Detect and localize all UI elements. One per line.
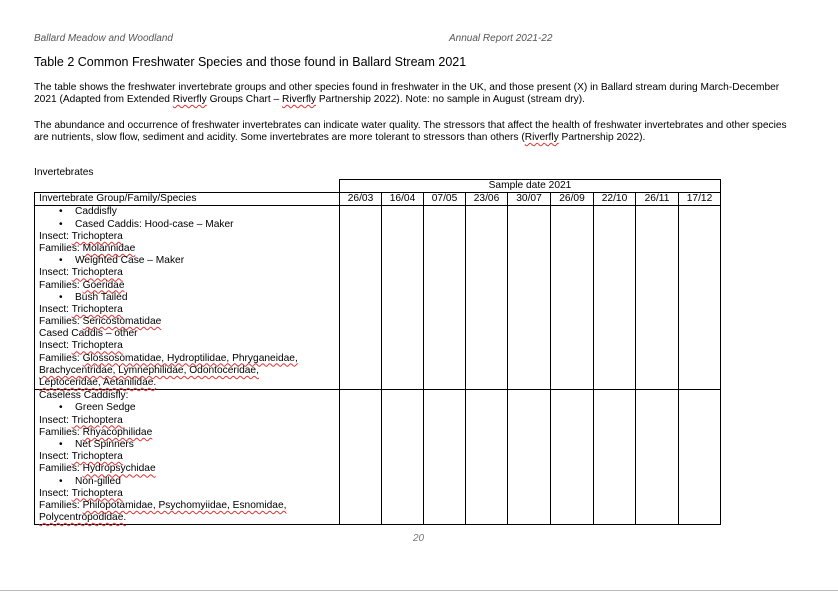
date-header: 17/12 <box>679 193 721 206</box>
group-cell-caseless-caddis <box>35 390 340 525</box>
stressors-text-2: Partnership 2022). <box>558 132 646 143</box>
spellcheck-word: Riverfly <box>172 94 207 105</box>
species-line: • Non-gilled <box>39 476 339 488</box>
group-column-header: Invertebrate Group/Family/Species <box>35 193 340 206</box>
sample-cell <box>636 390 679 525</box>
table-row-cased-caddis <box>35 206 721 390</box>
species-line: Insect: Trichoptera <box>39 267 123 279</box>
spellcheck-word: Molannidae <box>82 242 136 254</box>
spellcheck-word: Philopotamidae, Psychomyiidae, Esnomidae, <box>82 499 287 511</box>
spellcheck-word: Trichoptera <box>71 487 123 499</box>
stressors-paragraph <box>34 120 799 144</box>
header-left: Ballard Meadow and Woodland <box>34 33 173 44</box>
sample-cell <box>679 390 721 525</box>
species-line: Insect: Trichoptera <box>39 451 123 463</box>
sample-cell <box>594 206 636 390</box>
table-title: Table 2 Common Freshwater Species and those found in Ballard Stream 2021 <box>34 55 467 69</box>
section-label: Invertebrates <box>34 167 94 178</box>
species-line: Families: Hydropsychidae <box>39 463 156 475</box>
date-header: 07/05 <box>424 193 466 206</box>
species-line: • Weighted Case – Maker <box>39 255 339 267</box>
sample-cell <box>340 390 382 525</box>
table-row-caseless-caddis <box>35 390 721 525</box>
species-line: • Caddisfly <box>39 206 339 218</box>
species-line: Insect: Trichoptera <box>39 414 123 426</box>
spellcheck-word: Trichoptera <box>71 267 123 279</box>
sample-cell <box>424 390 466 525</box>
species-line: Cased Caddis – other <box>39 328 138 340</box>
species-line: Families: Molannidae <box>39 242 136 254</box>
header-right: Annual Report 2021-22 <box>449 33 553 44</box>
intro-paragraph <box>34 82 799 106</box>
spellcheck-word: Hydropsychidae <box>82 463 156 475</box>
spellcheck-word: Polycentropodidae. <box>39 512 127 524</box>
sample-cell <box>594 390 636 525</box>
spellcheck-word: Brachycentridae, Lymnephilidae, Odontoceridae, <box>39 364 259 376</box>
species-line: Insect: Trichoptera <box>39 230 123 242</box>
date-header: 26/11 <box>636 193 679 206</box>
species-line <box>39 365 339 377</box>
species-line: • Bush Tailed <box>39 292 339 304</box>
species-line: Families: Glossosomatidae, Hydroptilidae, Phryganeidae, <box>39 352 298 364</box>
species-line: • Green Sedge <box>39 402 339 414</box>
spellcheck-word: Riverfly <box>282 94 317 105</box>
sample-cell <box>466 390 508 525</box>
sample-cell <box>466 206 508 390</box>
sample-cell <box>508 206 551 390</box>
species-line: Caseless Caddisfly: <box>39 390 129 402</box>
intro-text-2: Groups Chart – <box>206 94 283 105</box>
sample-cell <box>551 206 594 390</box>
spellcheck-word: Sericostomatidae <box>82 316 162 328</box>
species-line: Insect: Trichoptera <box>39 340 123 352</box>
sample-cell <box>551 390 594 525</box>
date-header: 23/06 <box>466 193 508 206</box>
table-header-row-2 <box>35 193 721 206</box>
spellcheck-word: Glossosomatidae, Hydroptilidae, Phryganeidae, <box>82 352 298 364</box>
species-line <box>39 377 339 389</box>
intro-text-3: Partnership 2022). Note: no sample in August (stream dry). <box>316 94 585 105</box>
spellcheck-word: Goeridae <box>82 279 125 291</box>
spellcheck-word: Trichoptera <box>71 230 123 242</box>
sample-cell <box>340 206 382 390</box>
sample-cell <box>508 390 551 525</box>
sample-cell <box>382 206 424 390</box>
table-header-row-1 <box>35 180 721 193</box>
group-cell-cased-caddis <box>35 206 340 390</box>
sample-date-header: Sample date 2021 <box>340 180 721 193</box>
spellcheck-word: Trichoptera <box>71 414 123 426</box>
page-number: 20 <box>413 533 425 544</box>
blank-corner-cell <box>35 180 340 193</box>
species-line: Families: Philopotamidae, Psychomyiidae, Esnomidae, <box>39 499 287 511</box>
species-line: Insect: Trichoptera <box>39 303 123 315</box>
spellcheck-word: Trichoptera <box>71 303 123 315</box>
species-line: • Cased Caddis: Hood-case – Maker <box>39 219 339 231</box>
date-header: 26/09 <box>551 193 594 206</box>
species-line: Families: Goeridae <box>39 279 125 291</box>
spellcheck-word: Trichoptera <box>71 340 123 352</box>
date-header: 16/04 <box>382 193 424 206</box>
date-header: 30/07 <box>508 193 551 206</box>
page-bottom-edge <box>0 590 838 591</box>
spellcheck-word: Rhyacophilidae <box>82 426 153 438</box>
species-line <box>39 512 339 524</box>
species-line: • Net Spinners <box>39 439 339 451</box>
sample-cell <box>679 206 721 390</box>
date-header: 22/10 <box>594 193 636 206</box>
spellcheck-word: Trichoptera <box>71 451 123 463</box>
spellcheck-word: Leptoceridae, Aetanilidae. <box>39 377 157 389</box>
date-header: 26/03 <box>340 193 382 206</box>
sample-cell <box>382 390 424 525</box>
spellcheck-word: Riverfly <box>524 132 559 143</box>
intro-text-1: The table shows the freshwater invertebrate groups and other species found in freshwater in the UK, and those present (X) in Ballard stream during March-December 2021 (Adapted from Extended <box>34 82 780 105</box>
sample-cell <box>636 206 679 390</box>
species-line: Families: Sericostomatidae <box>39 316 162 328</box>
stressors-text-1: The abundance and occurrence of freshwater invertebrates can indicate water quality. The stressors that affect the health of freshwater invertebrates and other species are nutrients, slow flow, sediment and acidity. Some invertebrates are more tolerant to stressors than others ( <box>34 120 787 143</box>
species-line: Families: Rhyacophilidae <box>39 426 153 438</box>
sample-cell <box>424 206 466 390</box>
species-line: Insect: Trichoptera <box>39 487 123 499</box>
species-table <box>34 179 721 525</box>
